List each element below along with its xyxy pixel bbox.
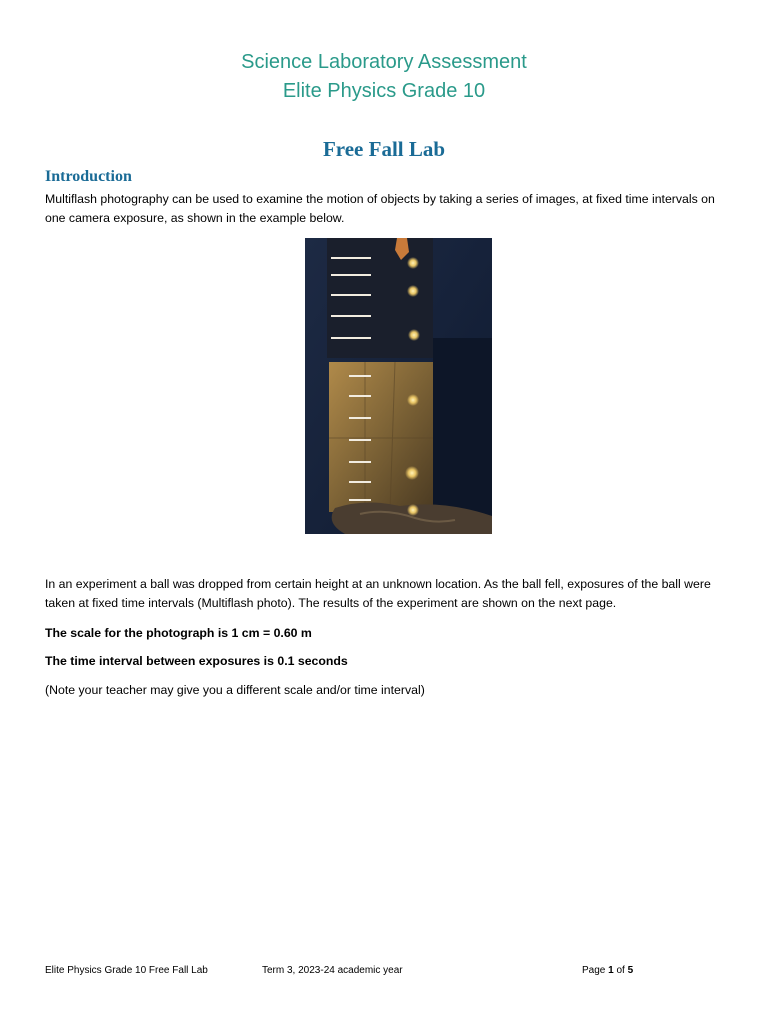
- intro-paragraph: Multiflash photography can be used to examine the motion of objects by taking a series of images, at fixed time intervals on one camera exposure, as shown in the example below.: [45, 192, 715, 225]
- page-current: 1: [608, 965, 614, 976]
- footer-term: Term 3, 2023-24 academic year: [262, 965, 403, 976]
- page-prefix: Page: [582, 965, 609, 976]
- scale-statement: The scale for the photograph is 1 cm = 0.60 m: [45, 626, 312, 640]
- footer-course: Elite Physics Grade 10 Free Fall Lab: [45, 965, 208, 976]
- interval-statement: The time interval between exposures is 0.1 seconds: [45, 654, 348, 668]
- lab-title: Free Fall Lab: [322, 137, 446, 161]
- assessment-title: Science Laboratory Assessment: [241, 51, 527, 73]
- multiflash-photo: [305, 238, 492, 534]
- page-total: 5: [627, 965, 634, 976]
- page-of: of: [613, 965, 628, 976]
- experiment-paragraph: In an experiment a ball was dropped from certain height at an unknown location. As the ball fell, exposures of the ball were taken at fixed time intervals (Multiflash photo). The results of the experiment are shown on the next page.: [45, 577, 711, 610]
- teacher-note: (Note your teacher may give you a different scale and/or time interval): [45, 683, 425, 697]
- intro-heading: Introduction: [45, 168, 132, 185]
- course-title: Elite Physics Grade 10: [282, 80, 486, 102]
- footer-page-number: [582, 964, 633, 978]
